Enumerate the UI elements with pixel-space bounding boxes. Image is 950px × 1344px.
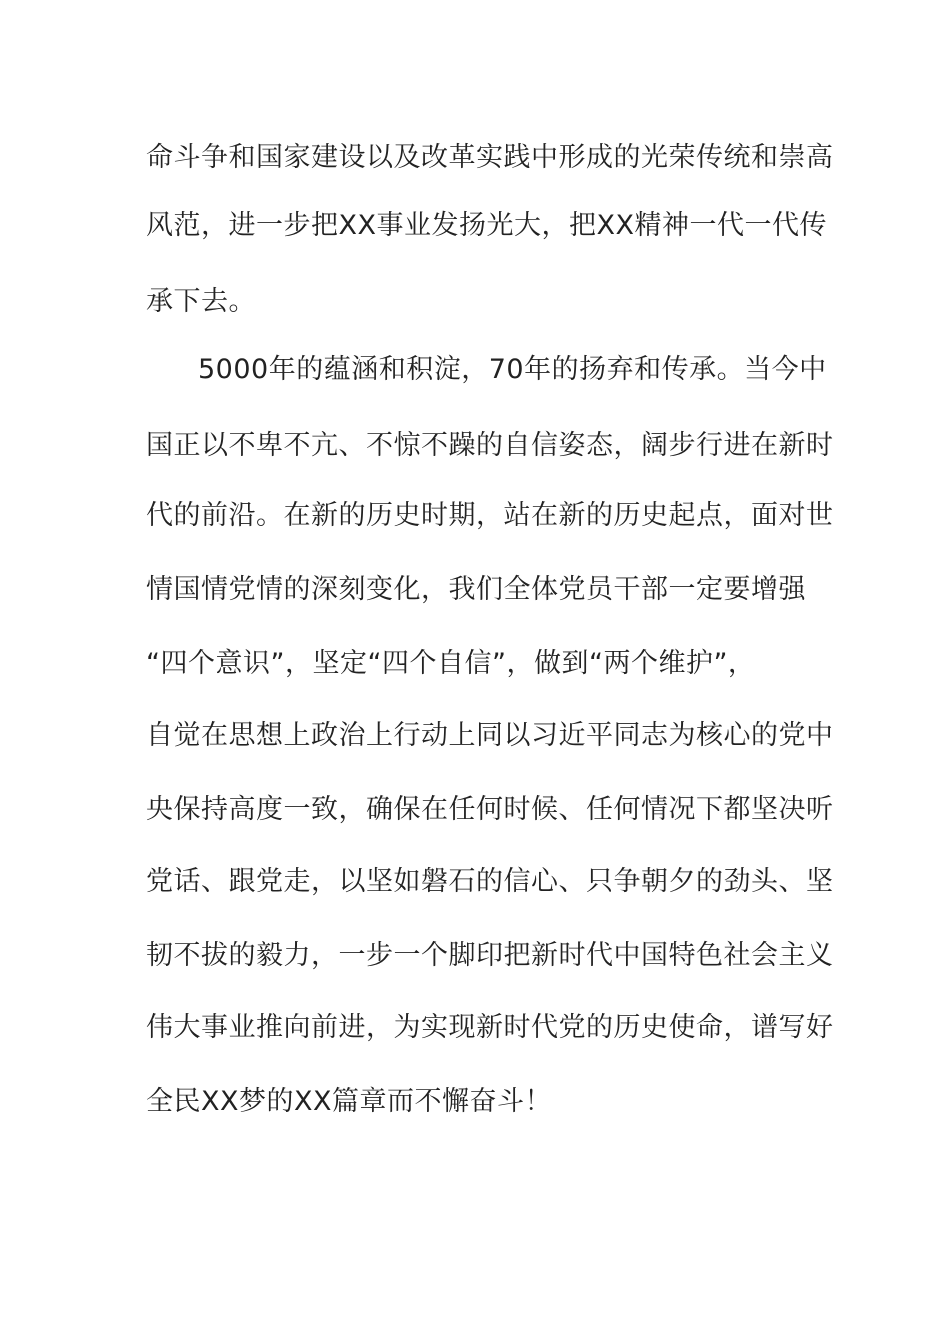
text-line: 韧不拔的毅力，一步一个脚印把新时代中国特色社会主义 xyxy=(146,940,834,971)
text-line: 5000年的蕴涵和积淀，70年的扬弃和传承。当今中 xyxy=(198,354,827,385)
text-line: 风范，进一步把XX事业发扬光大，把XX精神一代一代传 xyxy=(146,210,827,241)
text-line: 伟大事业推向前进，为实现新时代党的历史使命，谱写好 xyxy=(146,1012,834,1043)
text-line: 承下去。 xyxy=(146,286,256,317)
text-line: 命斗争和国家建设以及改革实践中形成的光荣传统和崇高 xyxy=(146,142,834,173)
text-line: 全民XX梦的XX篇章而不懈奋斗！ xyxy=(146,1086,552,1117)
text-line: 国正以不卑不亢、不惊不躁的自信姿态，阔步行进在新时 xyxy=(146,430,834,461)
text-line: 党话、跟党走，以坚如磐石的信心、只争朝夕的劲头、坚 xyxy=(146,866,834,897)
text-line: “四个意识”，坚定“四个自信”，做到“两个维护”， xyxy=(146,648,756,679)
text-line: 代的前沿。在新的历史时期，站在新的历史起点，面对世 xyxy=(146,500,834,531)
text-line: 情国情党情的深刻变化，我们全体党员干部一定要增强 xyxy=(146,574,806,605)
text-line: 央保持高度一致，确保在任何时候、任何情况下都坚决听 xyxy=(146,794,834,825)
text-line: 自觉在思想上政治上行动上同以习近平同志为核心的党中 xyxy=(146,720,834,751)
